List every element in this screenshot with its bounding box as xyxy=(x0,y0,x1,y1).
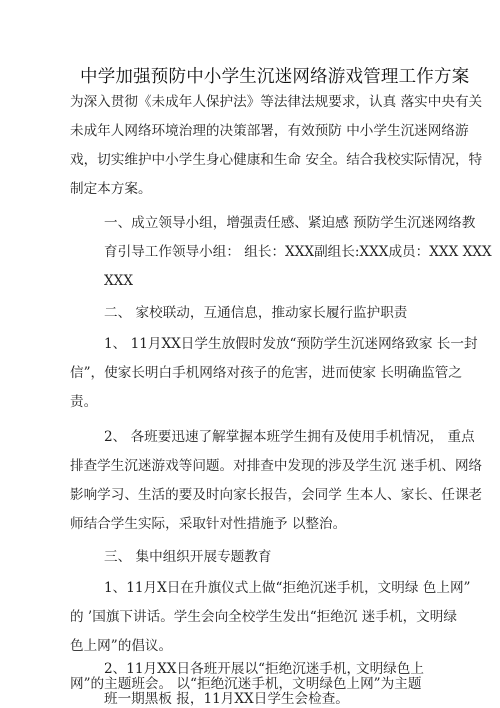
intro-line-2: 未成年人网络环境治理的决策部署，有效预防 中小学生沉迷网络游 xyxy=(70,123,469,139)
section1-line-2: 育引导工作领导小组： 组长：XXX副组长:XXX成员：XXX XXX xyxy=(104,244,492,260)
item2-2-line-3: 影响学习、生活的要及时向家长报告，会同学 生本人、家长、任课老 xyxy=(70,487,483,503)
item2-1-line-1: 1、 11月XX日学生放假时发放“预防学生沉迷网络致家 长一封 xyxy=(104,336,478,352)
item3-2-line-3: 班一期黑板 报，11月XX日学生会检查。 xyxy=(104,691,349,707)
intro-line-1: 为深入贯彻《未成年人保护法》等法律法规要求，认真 落实中央有关 xyxy=(70,94,483,110)
intro-line-3: 戏，切实维护中小学生身心健康和生命 安全。结合我校实际情况，特 xyxy=(70,152,483,168)
section1-line-1: 一、成立领导小组，增强责任感、紧迫感 预防学生沉迷网络教 xyxy=(104,215,476,231)
item2-1-line-2: 信”，使家长明白手机网络对孩子的危害，进而使家 长明确监管之 xyxy=(70,365,462,381)
section1-line-3: XXX xyxy=(104,273,134,289)
item3-1-line-3: 色上网”的倡议。 xyxy=(70,638,173,654)
item2-2-line-4: 师结合学生实际，采取针对性措施予 以整治。 xyxy=(70,516,347,532)
item2-1-line-3: 责。 xyxy=(70,394,98,410)
item2-2-line-1: 2、 各班要迅速了解掌握本班学生拥有及使用手机情况， 重点 xyxy=(104,429,475,445)
item3-1-line-2: 的 ’国旗下讲话。学生会向全校学生发出“拒绝沉 迷手机，文明绿 xyxy=(70,609,457,625)
item2-2-line-2: 排查学生沉迷游戏等问题。对排查中发现的涉及学生沉 迷手机、网络 xyxy=(70,458,483,474)
item3-1-line-1: 1、11月X日在升旗仪式上做“拒绝沉迷手机，文明绿 色上网” xyxy=(104,580,471,596)
document-title: 中学加强预防中小学生沉迷网络游戏管理工作方案 xyxy=(80,67,470,87)
item3-2-line-2: 网”的主题班会。 以“拒绝沉迷手机，文明绿色上网”为主题 xyxy=(70,676,422,692)
item3-2-line-1a: 2、11月XX日各班开展以“拒绝沉迷手机， xyxy=(104,661,361,677)
item3-2-line-1b: 文明绿色上 xyxy=(356,661,424,677)
section2-heading: 二、 家校联动，互通信息，推动家长履行监护职责 xyxy=(104,305,408,321)
intro-line-4: 制定本方案。 xyxy=(70,181,152,197)
section3-heading: 三、 集中组织开展专题教育 xyxy=(104,549,272,565)
